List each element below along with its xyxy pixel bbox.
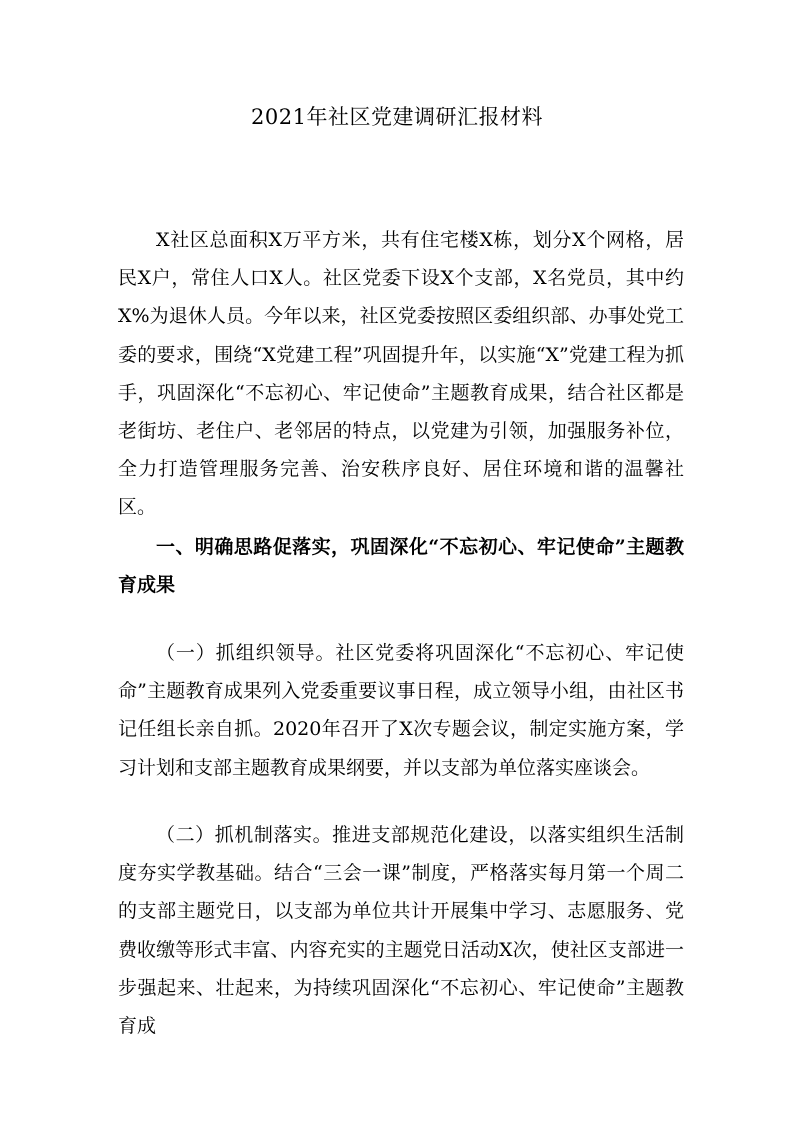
- paragraph-mechanism: （二）抓机制落实。推进支部规范化建设，以落实组织生活制度夯实学教基础。结合“三会一课”制度，严格落实每月第一个周二的支部主题党日，以支部为单位共计开展集中学习、志愿服务、党费收缴等形式丰富、内容充实的主题党日活动X次，使社区支部进一步强起来、壮起来，为持续巩固深化“不忘初心、牢记使命”主题教育成: [118, 824, 684, 1038]
- paragraph-intro: X社区总面积X万平方米，共有住宅楼X栋，划分X个网格，居民X户，常住人口X人。社区党委下设X个支部，X名党员，其中约X%为退休人员。今年以来，社区党委按照区委组织部、办事处党工委的要求，围绕“X党建工程”巩固提升年，以实施“X”党建工程为抓手，巩固深化“不忘初心、牢记使命”主题教育成果，结合社区都是老街坊、老住户、老邻居的特点，以党建为引领，加强服务补位，全力打造管理服务完善、治安秩序良好、居住环境和谐的温馨社区。: [118, 229, 684, 519]
- document-title: 2021年社区党建调研汇报材料: [251, 105, 543, 129]
- section-heading-1: 一、明确思路促落实，巩固深化“不忘初心、牢记使命”主题教育成果: [118, 536, 684, 597]
- paragraph-organization: （一）抓组织领导。社区党委将巩固深化“不忘初心、牢记使命”主题教育成果列入党委重要议事日程，成立领导小组，由社区书记任组长亲自抓。2020年召开了X次专题会议，制定实施方案，学习计划和支部主题教育成果纲要，并以支部为单位落实座谈会。: [118, 642, 684, 779]
